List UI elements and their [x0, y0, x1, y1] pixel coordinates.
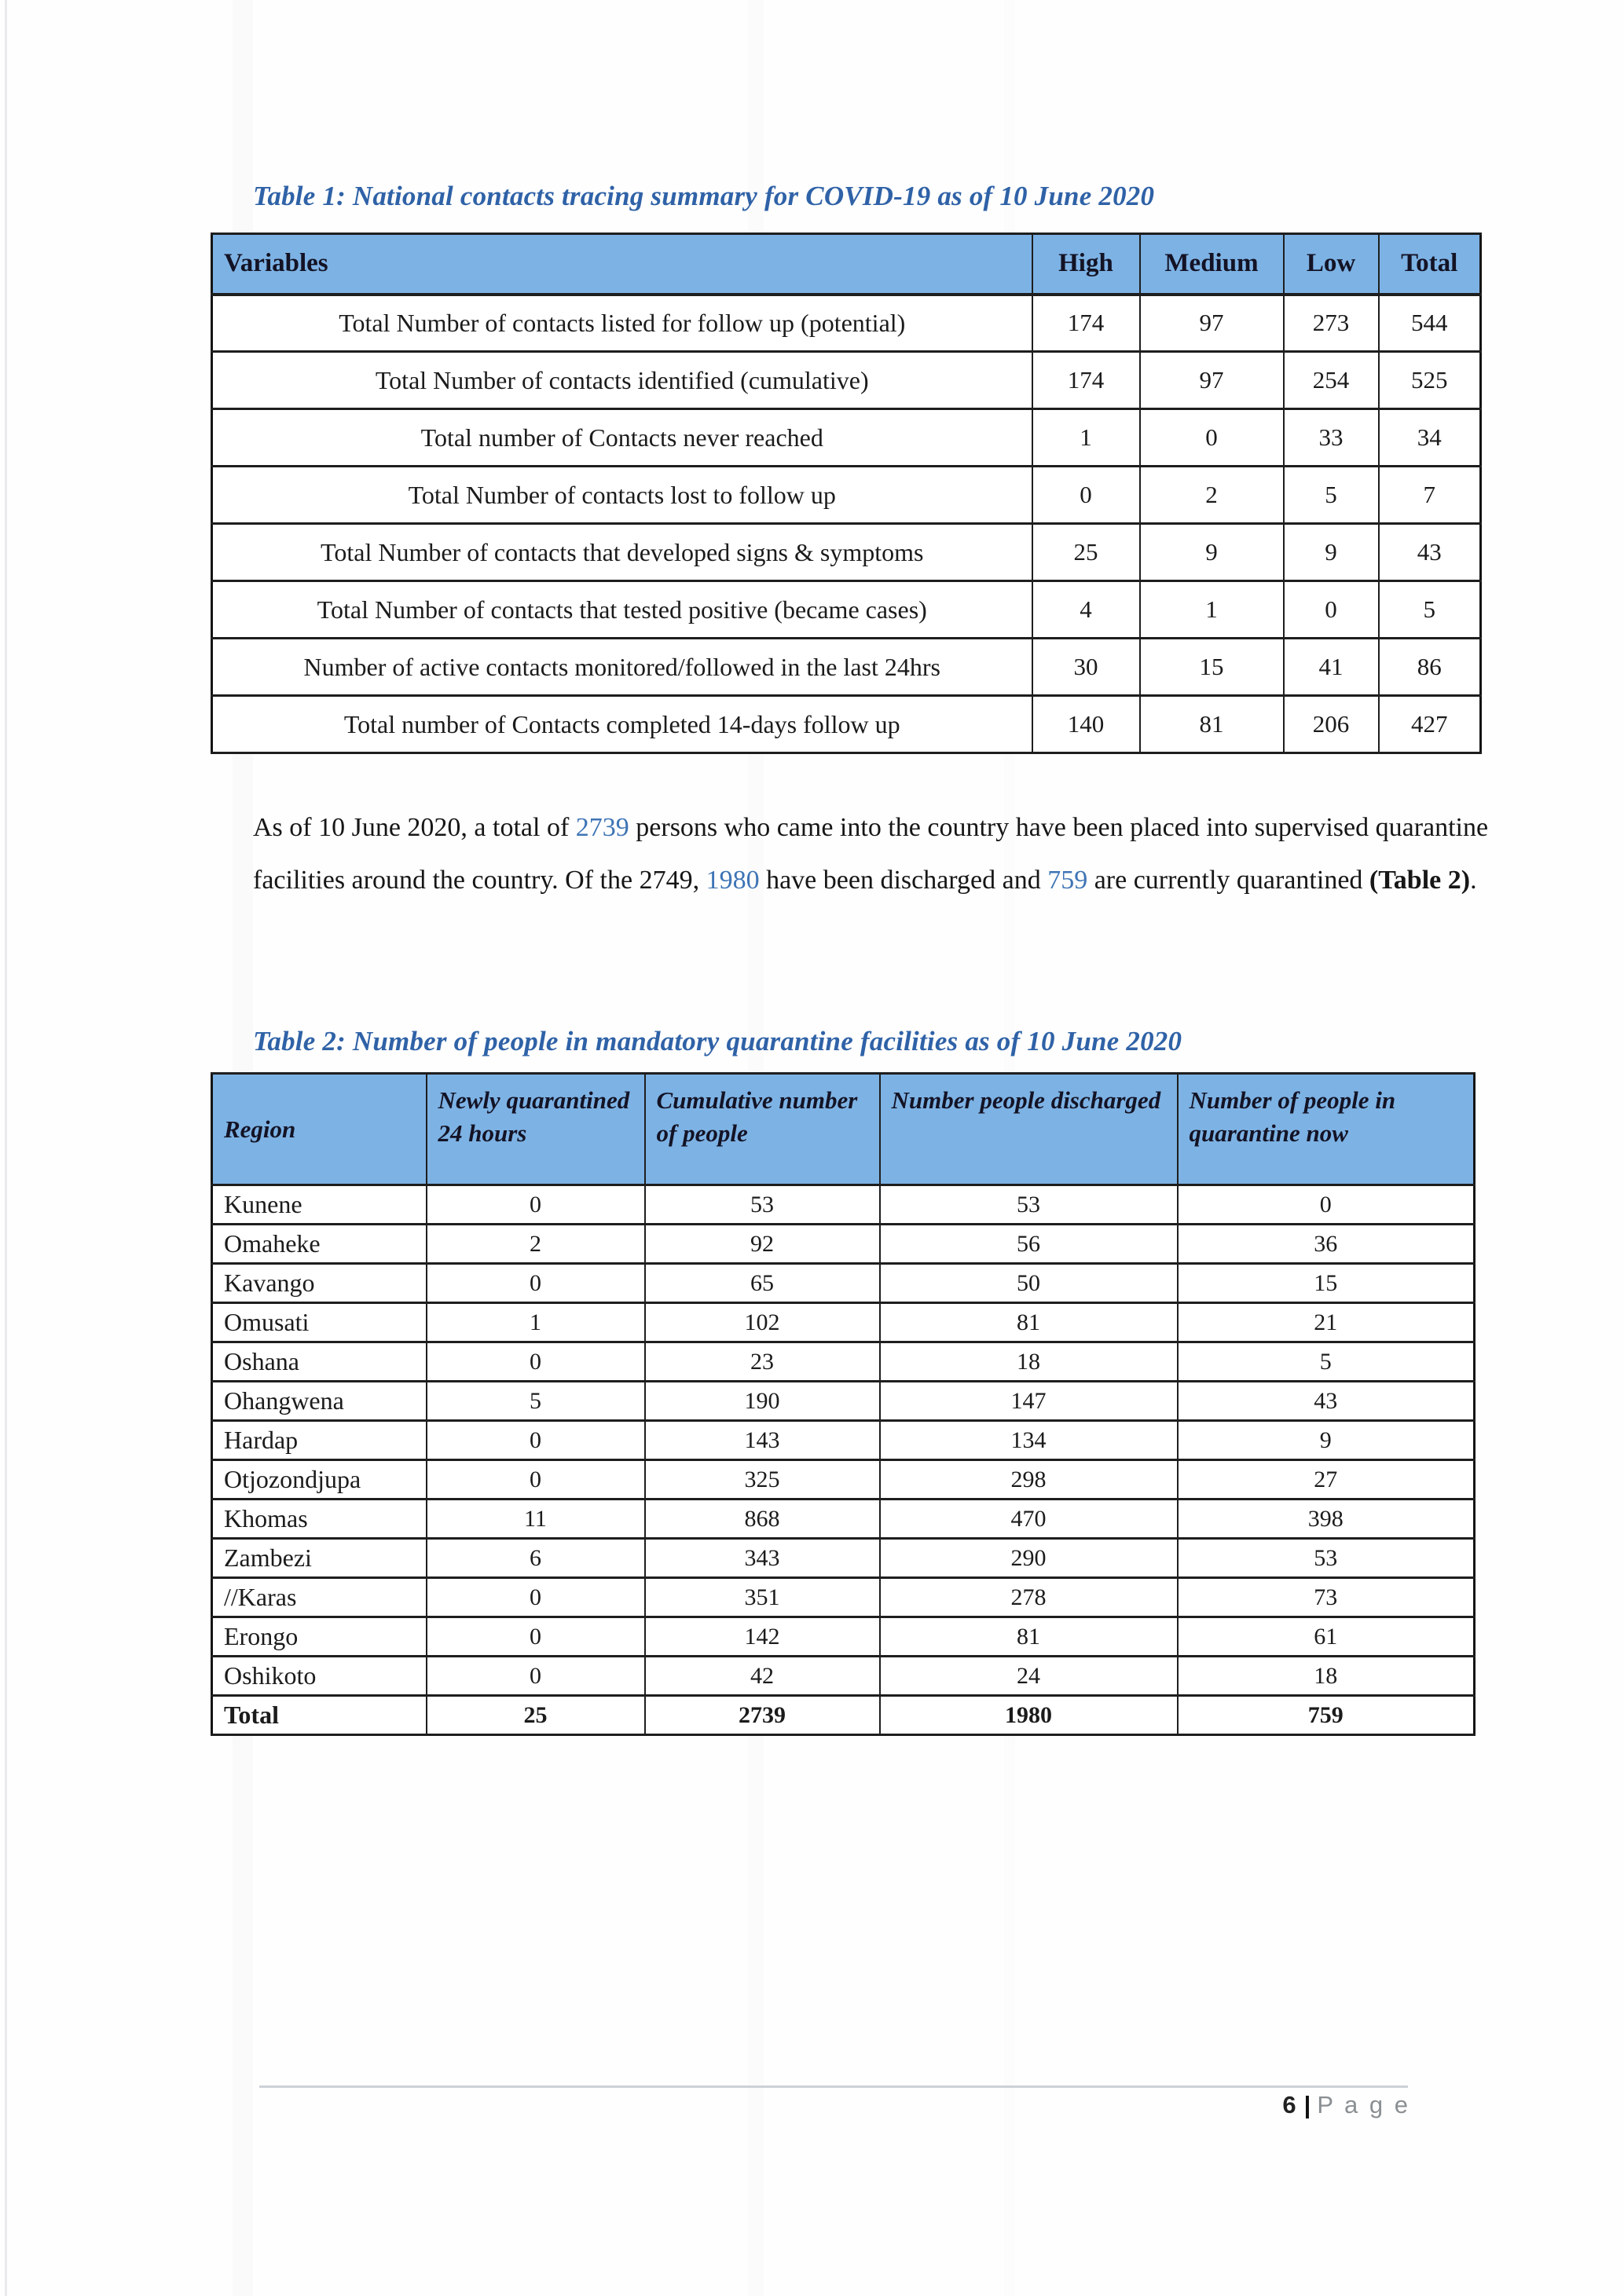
- column-header-newly-quarantined: Newly quarantined 24 hours: [427, 1074, 645, 1185]
- table2-header-row: [212, 1074, 1475, 1185]
- table-row: [212, 1500, 1475, 1539]
- highlight-number: 1980: [706, 866, 760, 895]
- quarantine-facilities-table: [211, 1072, 1476, 1736]
- value-cell: 147: [880, 1382, 1178, 1421]
- value-cell: 0: [427, 1421, 645, 1460]
- value-cell: 2: [1140, 467, 1284, 524]
- footer-divider: [259, 2085, 1408, 2088]
- row-label-cell: Oshikoto: [212, 1657, 427, 1696]
- table-row: [212, 581, 1481, 639]
- row-label-cell: Total Number of contacts listed for follow up (potential): [212, 295, 1032, 352]
- highlight-number: 759: [1047, 866, 1088, 895]
- value-cell: 97: [1140, 295, 1284, 352]
- row-label-cell: Otjozondjupa: [212, 1460, 427, 1500]
- value-cell: 273: [1284, 295, 1379, 352]
- value-cell: 343: [645, 1539, 880, 1578]
- bold-text: (Table 2): [1369, 866, 1471, 895]
- value-cell: 0: [427, 1657, 645, 1696]
- value-cell: 15: [1140, 639, 1284, 696]
- value-cell: 190: [645, 1382, 880, 1421]
- scan-edge-artifact: [5, 0, 7, 2296]
- value-cell: 0: [427, 1578, 645, 1617]
- value-cell: 18: [880, 1342, 1178, 1382]
- table-row: [212, 409, 1481, 467]
- value-cell: 81: [1140, 696, 1284, 753]
- value-cell: 23: [645, 1342, 880, 1382]
- table-row: [212, 1617, 1475, 1657]
- value-cell: 174: [1032, 295, 1140, 352]
- value-cell: 41: [1284, 639, 1379, 696]
- table-row: [212, 1657, 1475, 1696]
- row-label-cell: Omaheke: [212, 1225, 427, 1264]
- column-header-total: Total: [1379, 234, 1481, 295]
- value-cell: 34: [1379, 409, 1481, 467]
- value-cell: 298: [880, 1460, 1178, 1500]
- row-label-cell: Total Number of contacts that developed signs & symptoms: [212, 524, 1032, 581]
- value-cell: 86: [1379, 639, 1481, 696]
- highlight-number: 2739: [575, 813, 629, 842]
- value-cell: 43: [1178, 1382, 1475, 1421]
- table-row: [212, 1578, 1475, 1617]
- row-label-cell: Kavango: [212, 1264, 427, 1303]
- value-cell: 174: [1032, 352, 1140, 409]
- value-cell: 206: [1284, 696, 1379, 753]
- value-cell: 544: [1379, 295, 1481, 352]
- value-cell: 33: [1284, 409, 1379, 467]
- row-label-cell: Total Number of contacts lost to follow up: [212, 467, 1032, 524]
- value-cell: 143: [645, 1421, 880, 1460]
- value-cell: 5: [1284, 467, 1379, 524]
- value-cell: 11: [427, 1500, 645, 1539]
- value-cell: 53: [1178, 1539, 1475, 1578]
- row-label-cell: Omusati: [212, 1303, 427, 1342]
- table-row: [212, 1225, 1475, 1264]
- text-segment: have been discharged and: [759, 866, 1048, 895]
- value-cell: 25: [427, 1696, 645, 1735]
- table-row: [212, 1539, 1475, 1578]
- value-cell: 50: [880, 1264, 1178, 1303]
- value-cell: 427: [1379, 696, 1481, 753]
- row-label-cell: Total number of Contacts completed 14-days follow up: [212, 696, 1032, 753]
- table1-title: Table 1: National contacts tracing summary for COVID-19 as of 10 June 2020: [253, 181, 1155, 211]
- value-cell: 1: [1140, 581, 1284, 639]
- text-segment: As of 10 June 2020, a total of: [253, 813, 576, 842]
- value-cell: 290: [880, 1539, 1178, 1578]
- value-cell: 142: [645, 1617, 880, 1657]
- row-label-cell: Khomas: [212, 1500, 427, 1539]
- value-cell: 18: [1178, 1657, 1475, 1696]
- table-row: [212, 1342, 1475, 1382]
- value-cell: 53: [645, 1185, 880, 1225]
- row-label-cell: Total Number of contacts identified (cumulative): [212, 352, 1032, 409]
- value-cell: 0: [1178, 1185, 1475, 1225]
- row-label-cell: Erongo: [212, 1617, 427, 1657]
- table-row: [212, 1460, 1475, 1500]
- row-label-cell: Total: [212, 1696, 427, 1735]
- value-cell: 2: [427, 1225, 645, 1264]
- value-cell: 0: [427, 1342, 645, 1382]
- value-cell: 9: [1284, 524, 1379, 581]
- row-label-cell: //Karas: [212, 1578, 427, 1617]
- value-cell: 140: [1032, 696, 1140, 753]
- value-cell: 27: [1178, 1460, 1475, 1500]
- value-cell: 0: [1140, 409, 1284, 467]
- column-header-discharged: Number people discharged: [880, 1074, 1178, 1185]
- value-cell: 7: [1379, 467, 1481, 524]
- value-cell: 9: [1140, 524, 1284, 581]
- value-cell: 5: [427, 1382, 645, 1421]
- value-cell: 97: [1140, 352, 1284, 409]
- value-cell: 0: [427, 1185, 645, 1225]
- value-cell: 15: [1178, 1264, 1475, 1303]
- table-row: [212, 295, 1481, 352]
- text-segment: persons who came into the country have been placed into supervised quarantine facilities around the country. Of the 2749,: [253, 813, 1489, 895]
- table-row: [212, 1264, 1475, 1303]
- value-cell: 525: [1379, 352, 1481, 409]
- value-cell: 868: [645, 1500, 880, 1539]
- row-label-cell: Oshana: [212, 1342, 427, 1382]
- value-cell: 0: [1284, 581, 1379, 639]
- value-cell: 73: [1178, 1578, 1475, 1617]
- value-cell: 53: [880, 1185, 1178, 1225]
- value-cell: 0: [427, 1460, 645, 1500]
- value-cell: 30: [1032, 639, 1140, 696]
- column-header-variables: Variables: [212, 234, 1032, 295]
- value-cell: 61: [1178, 1617, 1475, 1657]
- value-cell: 398: [1178, 1500, 1475, 1539]
- value-cell: 4: [1032, 581, 1140, 639]
- row-label-cell: Total number of Contacts never reached: [212, 409, 1032, 467]
- column-header-high: High: [1032, 234, 1140, 295]
- page-footer: [1179, 2091, 1410, 2119]
- table-row: [212, 1421, 1475, 1460]
- column-header-cumulative-people: Cumulative number of people: [645, 1074, 880, 1185]
- table-row: [212, 1303, 1475, 1342]
- row-label-cell: Zambezi: [212, 1539, 427, 1578]
- value-cell: 1: [1032, 409, 1140, 467]
- value-cell: 0: [1032, 467, 1140, 524]
- table-row: [212, 1696, 1475, 1735]
- value-cell: 0: [427, 1264, 645, 1303]
- value-cell: 81: [880, 1303, 1178, 1342]
- value-cell: 36: [1178, 1225, 1475, 1264]
- value-cell: 56: [880, 1225, 1178, 1264]
- table-row: [212, 352, 1481, 409]
- value-cell: 5: [1379, 581, 1481, 639]
- value-cell: 470: [880, 1500, 1178, 1539]
- table1-header-row: [212, 234, 1481, 295]
- value-cell: 0: [427, 1617, 645, 1657]
- footer-separator: |: [1303, 2091, 1311, 2118]
- value-cell: 759: [1178, 1696, 1475, 1735]
- quarantine-summary-paragraph: [253, 801, 1510, 906]
- value-cell: 351: [645, 1578, 880, 1617]
- table-row: [212, 1185, 1475, 1225]
- value-cell: 278: [880, 1578, 1178, 1617]
- row-label-cell: Hardap: [212, 1421, 427, 1460]
- column-header-in-quarantine-now: Number of people in quarantine now: [1178, 1074, 1475, 1185]
- value-cell: 25: [1032, 524, 1140, 581]
- value-cell: 81: [880, 1617, 1178, 1657]
- row-label-cell: Ohangwena: [212, 1382, 427, 1421]
- value-cell: 254: [1284, 352, 1379, 409]
- row-label-cell: Total Number of contacts that tested positive (became cases): [212, 581, 1032, 639]
- value-cell: 43: [1379, 524, 1481, 581]
- row-label-cell: Number of active contacts monitored/followed in the last 24hrs: [212, 639, 1032, 696]
- value-cell: 134: [880, 1421, 1178, 1460]
- value-cell: 5: [1178, 1342, 1475, 1382]
- table-row: [212, 639, 1481, 696]
- column-header-low: Low: [1284, 234, 1379, 295]
- value-cell: 42: [645, 1657, 880, 1696]
- value-cell: 9: [1178, 1421, 1475, 1460]
- value-cell: 2739: [645, 1696, 880, 1735]
- value-cell: 24: [880, 1657, 1178, 1696]
- column-header-medium: Medium: [1140, 234, 1284, 295]
- value-cell: 1980: [880, 1696, 1178, 1735]
- table2-title: Table 2: Number of people in mandatory quarantine facilities as of 10 June 2020: [253, 1026, 1182, 1056]
- text-segment: are currently quarantined: [1087, 866, 1369, 895]
- value-cell: 102: [645, 1303, 880, 1342]
- value-cell: 65: [645, 1264, 880, 1303]
- value-cell: 92: [645, 1225, 880, 1264]
- value-cell: 6: [427, 1539, 645, 1578]
- contacts-tracing-table: [211, 233, 1482, 754]
- row-label-cell: Kunene: [212, 1185, 427, 1225]
- table-row: [212, 467, 1481, 524]
- value-cell: 325: [645, 1460, 880, 1500]
- value-cell: 1: [427, 1303, 645, 1342]
- column-header-region: Region: [212, 1074, 427, 1185]
- value-cell: 21: [1178, 1303, 1475, 1342]
- footer-page-label: P a g e: [1317, 2091, 1410, 2118]
- table-row: [212, 696, 1481, 753]
- table-row: [212, 524, 1481, 581]
- table-row: [212, 1382, 1475, 1421]
- page-number: 6: [1282, 2091, 1296, 2118]
- text-segment: .: [1470, 866, 1477, 895]
